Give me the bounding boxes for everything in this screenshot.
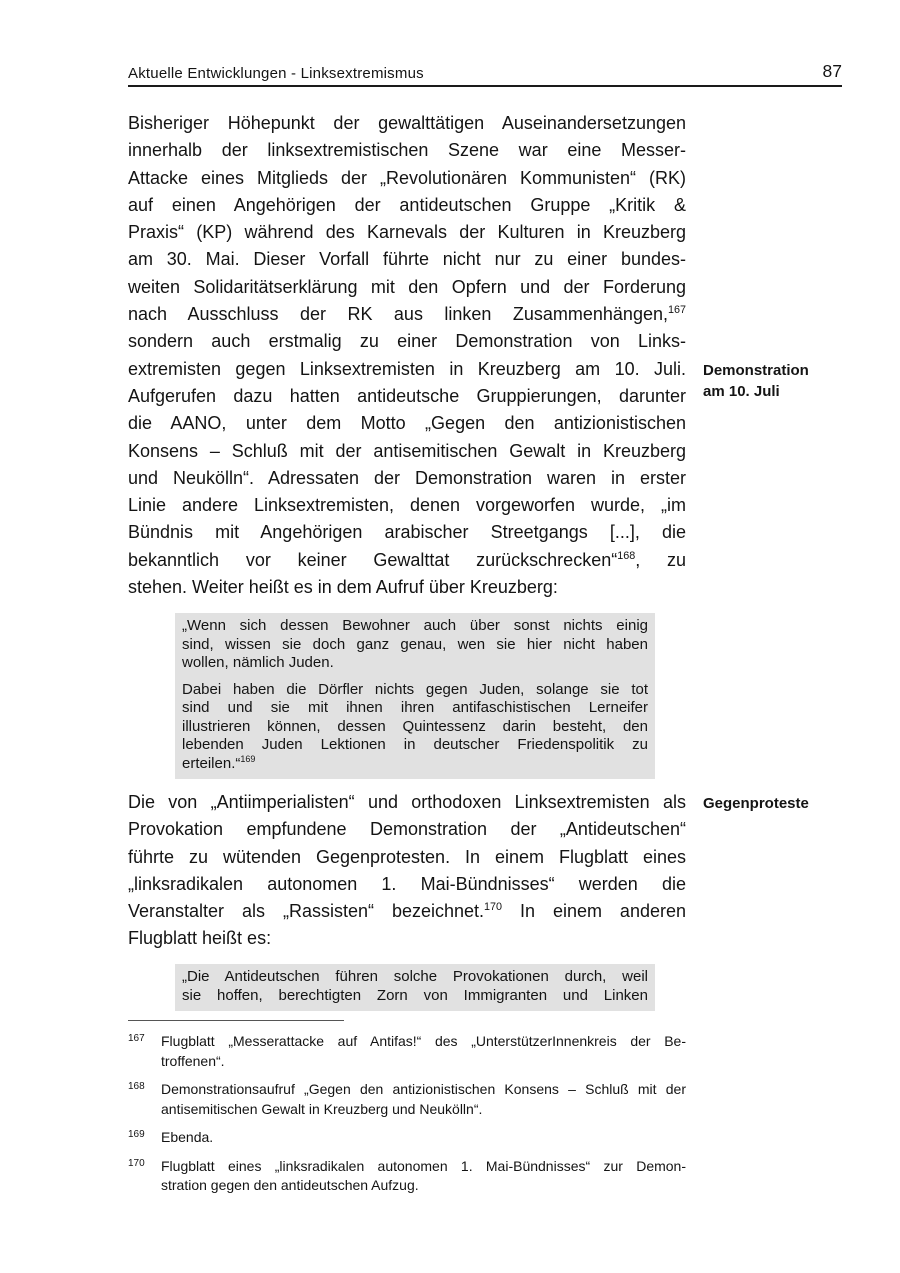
text-line: Bisheriger Höhepunkt der gewalttätigen Auseinandersetzungen (128, 113, 686, 133)
quote-block-1 (175, 613, 655, 779)
text-line: Konsens – Schluß mit der antisemitischen Gewalt in Kreuzberg (128, 440, 686, 461)
text-line: Flugblatt heißt es: (128, 928, 272, 949)
text-line: sind, wissen sie doch ganz genau, wen sie hier nicht haben (182, 635, 648, 653)
text-line: stration gegen den antideutschen Aufzug. (161, 1177, 419, 1193)
text-line: am 30. Mai. Dieser Vorfall führte nicht nur zu einer bundes- (128, 249, 686, 270)
text-line: Die von „Antiimperialisten“ und orthodoxen Linksextremisten als (128, 792, 686, 812)
header-rule (128, 85, 842, 87)
footnote-ref: 168 (617, 549, 636, 562)
text-line: Aufgerufen dazu hatten antideutsche Gruppierungen, darunter (128, 385, 686, 406)
text-line: Bündnis mit Angehörigen arabischer Streetgangs [...], die (128, 522, 686, 543)
text-line: sondern auch erstmalig zu einer Demonstration von Links- (128, 331, 686, 352)
text-line: Ebenda. (161, 1129, 214, 1145)
footnote-number: 168 (128, 1081, 145, 1092)
text-line: auf einen Angehörigen der antideutschen Gruppe „Kritik & (128, 194, 686, 215)
text-line: lebenden Juden Lektionen in deutscher Friedenspolitik zu (182, 736, 648, 753)
margin-note-demonstration: Demonstration am 10. Juli (703, 362, 809, 400)
quote-block-2 (175, 964, 655, 1011)
footnote-text (161, 1128, 686, 1148)
text-line: nach Ausschluss der RK aus linken Zusammenhängen,$^{167}$ (128, 304, 686, 325)
quote-paragraph (182, 681, 648, 774)
text-line: Veranstalter als „Rassisten“ bezeichnet.$^{170}$ In einem anderen (128, 901, 686, 922)
footnote-row (128, 1128, 686, 1148)
footnote-row (128, 1080, 686, 1119)
text-line: illustrieren können, dessen Quintessenz darin besteht, den (182, 717, 648, 735)
text-line: bekanntlich vor keiner Gewalttat zurückschrecken“$^{168}$, zu (128, 549, 687, 570)
footnote-text (161, 1032, 686, 1071)
quote-paragraph (182, 968, 648, 1005)
text-line: antisemitischen Gewalt in Kreuzberg und Neukölln“. (161, 1100, 483, 1117)
footnote-number: 170 (128, 1157, 145, 1169)
text-line: „linksradikalen autonomen 1. Mai-Bündnisses“ werden die (128, 873, 686, 894)
quote-paragraph (182, 617, 648, 673)
text-line: „Wenn sich dessen Bewohner auch über sonst nichts einig (182, 617, 648, 634)
footnote-text (161, 1080, 686, 1119)
text-line: führte zu wütenden Gegenprotesten. In einem Flugblatt eines (128, 846, 686, 867)
footnote-number: 167 (128, 1033, 145, 1044)
text-line: Flugblatt „Messerattacke auf Antifas!“ des „UnterstützerInnenkreis der Be- (161, 1033, 686, 1049)
footnote-ref: 169 (240, 753, 256, 764)
footnote-text (161, 1157, 686, 1196)
text-line: sind und sie mit ihnen ihren antifaschistischen Lerneifer (182, 699, 648, 716)
text-line: Demonstrationsaufruf „Gegen den antizionistischen Konsens – Schluß mit der (161, 1081, 686, 1097)
text-line: Flugblatt eines „linksradikalen autonomen 1. Mai-Bündnisses“ zur Demon- (161, 1157, 686, 1174)
text-line: stehen. Weiter heißt es in dem Aufruf über Kreuzberg: (128, 577, 558, 598)
text-line: extremisten gegen Linksextremisten in Kreuzberg am 10. Juli. (128, 358, 686, 379)
footnote-ref: 170 (484, 901, 503, 914)
body-paragraph-1 (128, 110, 686, 601)
text-line: troffenen“. (161, 1052, 225, 1069)
page-header-title: Aktuelle Entwicklungen - Linksextremismus (128, 65, 424, 82)
text-line: erteilen.“$^{169}$ (182, 753, 256, 772)
body-paragraph-2 (128, 789, 686, 953)
text-line: wollen, nämlich Juden. (182, 654, 334, 671)
text-line: „Die Antideutschen führen solche Provokationen durch, weil (182, 968, 648, 985)
text-line: innerhalb der linksextremistischen Szene war eine Messer- (128, 140, 686, 161)
margin-note-gegenproteste: Gegenproteste (703, 795, 809, 812)
footnote-row (128, 1157, 686, 1196)
footnote-separator (128, 1020, 344, 1021)
text-line: und Neukölln“. Adressaten der Demonstration waren in erster (128, 467, 686, 488)
text-line: weiten Solidaritätserklärung mit den Opfern und der Forderung (128, 276, 686, 297)
footnote-ref: 167 (667, 304, 686, 317)
footnote-number: 169 (128, 1129, 145, 1140)
footnote-row (128, 1032, 686, 1071)
page-number: 87 (822, 61, 842, 81)
text-line: Provokation empfundene Demonstration der „Antideutschen“ (128, 819, 686, 840)
text-line: die AANO, unter dem Motto „Gegen den antizionistischen (128, 413, 686, 434)
text-line: Dabei haben die Dörfler nichts gegen Juden, solange sie tot (182, 680, 648, 698)
text-line: sie hoffen, berechtigten Zorn von Immigranten und Linken (182, 986, 648, 1004)
text-line: Linie andere Linksextremisten, denen vorgeworfen wurde, „im (128, 495, 686, 516)
text-line: Praxis“ (KP) während des Karnevals der Kulturen in Kreuzberg (128, 222, 686, 243)
text-line: Attacke eines Mitglieds der „Revolutionären Kommunisten“ (RK) (128, 167, 686, 188)
footnotes-section (128, 1032, 686, 1205)
